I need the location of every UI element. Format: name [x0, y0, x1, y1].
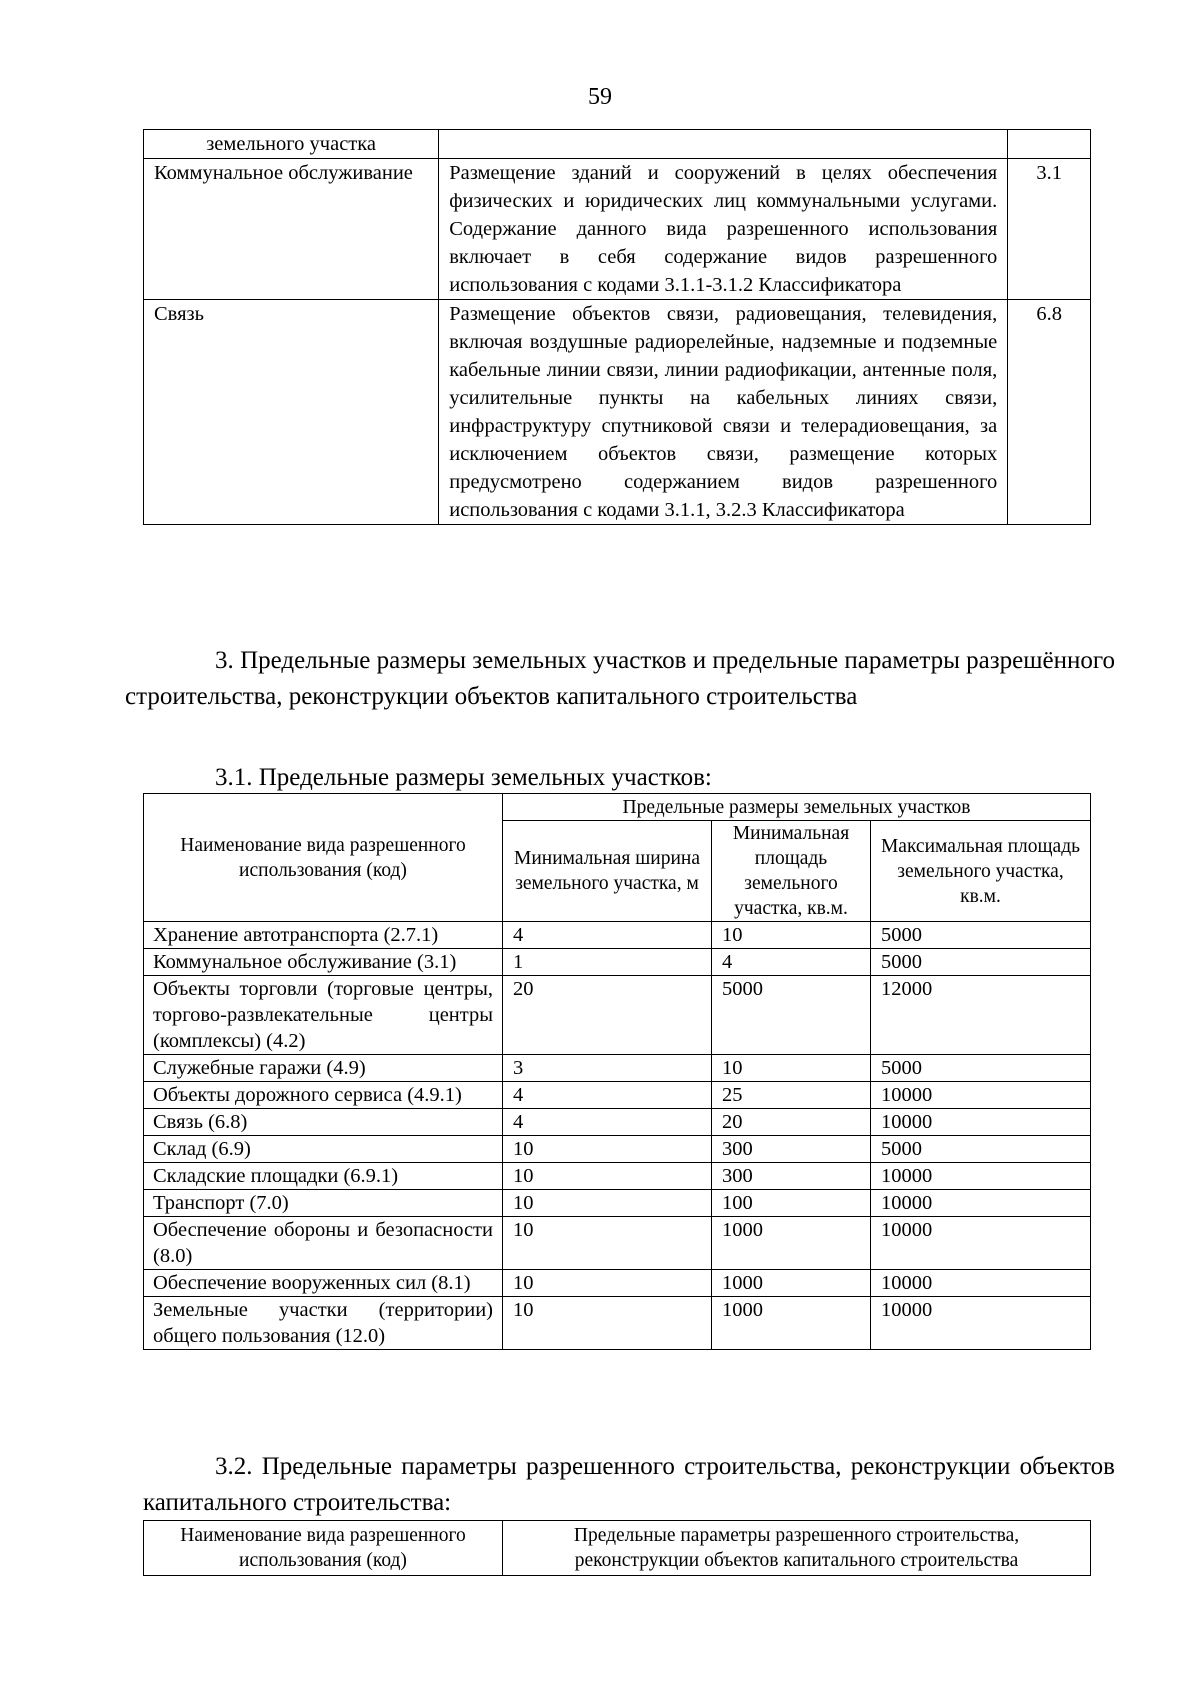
- max-area-cell: 10000: [871, 1082, 1091, 1109]
- min-area-cell: 1000: [712, 1297, 871, 1350]
- use-type-cell: Обеспечение вооруженных сил (8.1): [144, 1270, 503, 1297]
- page-number: 59: [588, 84, 612, 110]
- use-type-cell: Склад (6.9): [144, 1136, 503, 1163]
- table-row: [144, 1136, 1091, 1163]
- min-width-cell: 10: [503, 1163, 712, 1190]
- min-width-cell: 4: [503, 1109, 712, 1136]
- use-type-cell: Транспорт (7.0): [144, 1190, 503, 1217]
- use-type-cell: Обеспечение обороны и безопасности (8.0): [144, 1217, 503, 1270]
- min-area-cell: 4: [712, 949, 871, 976]
- max-area-cell: 10000: [871, 1297, 1091, 1350]
- section-3-heading: 3. Предельные размеры земельных участков и предельные параметры разрешённого строительства, реконструкции объектов капитального строительства: [125, 647, 1115, 710]
- max-area-cell: 5000: [871, 949, 1091, 976]
- min-width-cell: 20: [503, 976, 712, 1055]
- header-max-area: Максимальная площадь земельного участка, кв.м.: [871, 821, 1091, 922]
- code-cell: 3.1: [1008, 159, 1091, 300]
- min-area-cell: 1000: [712, 1270, 871, 1297]
- header-size-limits-group: Предельные размеры земельных участков: [503, 794, 1091, 821]
- use-type-cell: Связь: [144, 300, 439, 525]
- min-area-cell: 10: [712, 1055, 871, 1082]
- min-width-cell: 4: [503, 922, 712, 949]
- min-width-cell: 1: [503, 949, 712, 976]
- min-area-cell: 300: [712, 1163, 871, 1190]
- table-header-row: [144, 1521, 1091, 1576]
- table-row: [144, 976, 1091, 1055]
- table-row: [144, 159, 1091, 300]
- max-area-cell: 5000: [871, 1136, 1091, 1163]
- header-use-type: Наименование вида разрешенного использования (код): [144, 1521, 503, 1576]
- construction-parameters-table: [143, 1520, 1091, 1576]
- table-row: [144, 1217, 1091, 1270]
- min-area-cell: 300: [712, 1136, 871, 1163]
- section-3-1-heading: 3.1. Предельные размеры земельных участков:: [215, 764, 712, 791]
- min-width-cell: 10: [503, 1136, 712, 1163]
- min-area-cell: 5000: [712, 976, 871, 1055]
- table-row: [144, 1082, 1091, 1109]
- min-area-cell: 25: [712, 1082, 871, 1109]
- use-type-cell: Складские площадки (6.9.1): [144, 1163, 503, 1190]
- max-area-cell: 10000: [871, 1217, 1091, 1270]
- use-type-cell: Связь (6.8): [144, 1109, 503, 1136]
- min-width-cell: 10: [503, 1190, 712, 1217]
- table-row: [144, 949, 1091, 976]
- header-construction-params: Предельные параметры разрешенного строительства, реконструкции объектов капитального строительства: [503, 1521, 1091, 1576]
- table-row: [144, 1163, 1091, 1190]
- max-area-cell: 5000: [871, 922, 1091, 949]
- min-area-cell: 10: [712, 922, 871, 949]
- max-area-cell: 10000: [871, 1190, 1091, 1217]
- table-row: [144, 130, 1091, 159]
- table-header-row: [144, 794, 1091, 821]
- code-cell: [1008, 130, 1091, 159]
- min-width-cell: 4: [503, 1082, 712, 1109]
- min-area-cell: 20: [712, 1109, 871, 1136]
- max-area-cell: 5000: [871, 1055, 1091, 1082]
- header-min-area: Минимальная площадь земельного участка, кв.м.: [712, 821, 871, 922]
- table-row: [144, 1270, 1091, 1297]
- description-cell: Размещение зданий и сооружений в целях обеспечения физических и юридических лиц коммунальными услугами. Содержание данного вида разрешенного использования включает в себя содержание видов разрешенного использования с кодами 3.1.1-3.1.2 Классификатора: [439, 159, 1008, 300]
- land-plot-size-limits-table: [143, 793, 1091, 1350]
- section-3-2-heading: 3.2. Предельные параметры разрешенного строительства, реконструкции объектов капитального строительства:: [143, 1453, 1115, 1516]
- min-width-cell: 10: [503, 1270, 712, 1297]
- use-type-cell: Хранение автотранспорта (2.7.1): [144, 922, 503, 949]
- description-cell: Размещение объектов связи, радиовещания, телевидения, включая воздушные радиорелейные, надземные и подземные кабельные линии связи, линии радиофикации, антенные поля, усилительные пункты на кабельных линиях связи, инфраструктуру спутниковой связи и телерадиовещания, за исключением объектов связи, размещение которых предусмотрено содержанием видов разрешенного использования с кодами 3.1.1, 3.2.3 Классификатора: [439, 300, 1008, 525]
- min-width-cell: 10: [503, 1217, 712, 1270]
- table-row: [144, 300, 1091, 525]
- max-area-cell: 12000: [871, 976, 1091, 1055]
- min-width-cell: 10: [503, 1297, 712, 1350]
- header-min-width: Минимальная ширина земельного участка, м: [503, 821, 712, 922]
- table-row: [144, 1190, 1091, 1217]
- table-row: [144, 922, 1091, 949]
- min-area-cell: 1000: [712, 1217, 871, 1270]
- use-type-cell: Служебные гаражи (4.9): [144, 1055, 503, 1082]
- land-use-types-table: [143, 129, 1091, 525]
- min-area-cell: 100: [712, 1190, 871, 1217]
- max-area-cell: 10000: [871, 1270, 1091, 1297]
- header-use-type: Наименование вида разрешенного использования (код): [144, 794, 503, 922]
- use-type-cell: Коммунальное обслуживание: [144, 159, 439, 300]
- table-row: [144, 1297, 1091, 1350]
- max-area-cell: 10000: [871, 1163, 1091, 1190]
- description-cell: [439, 130, 1008, 159]
- use-type-cell: Объекты дорожного сервиса (4.9.1): [144, 1082, 503, 1109]
- min-width-cell: 3: [503, 1055, 712, 1082]
- use-type-cell: Объекты торговли (торговые центры, торгово-развлекательные центры (комплексы) (4.2): [144, 976, 503, 1055]
- use-type-cell: Коммунальное обслуживание (3.1): [144, 949, 503, 976]
- max-area-cell: 10000: [871, 1109, 1091, 1136]
- code-cell: 6.8: [1008, 300, 1091, 525]
- table-row: [144, 1055, 1091, 1082]
- table-row: [144, 1109, 1091, 1136]
- use-type-cell: земельного участка: [144, 130, 439, 159]
- use-type-cell: Земельные участки (территории) общего пользования (12.0): [144, 1297, 503, 1350]
